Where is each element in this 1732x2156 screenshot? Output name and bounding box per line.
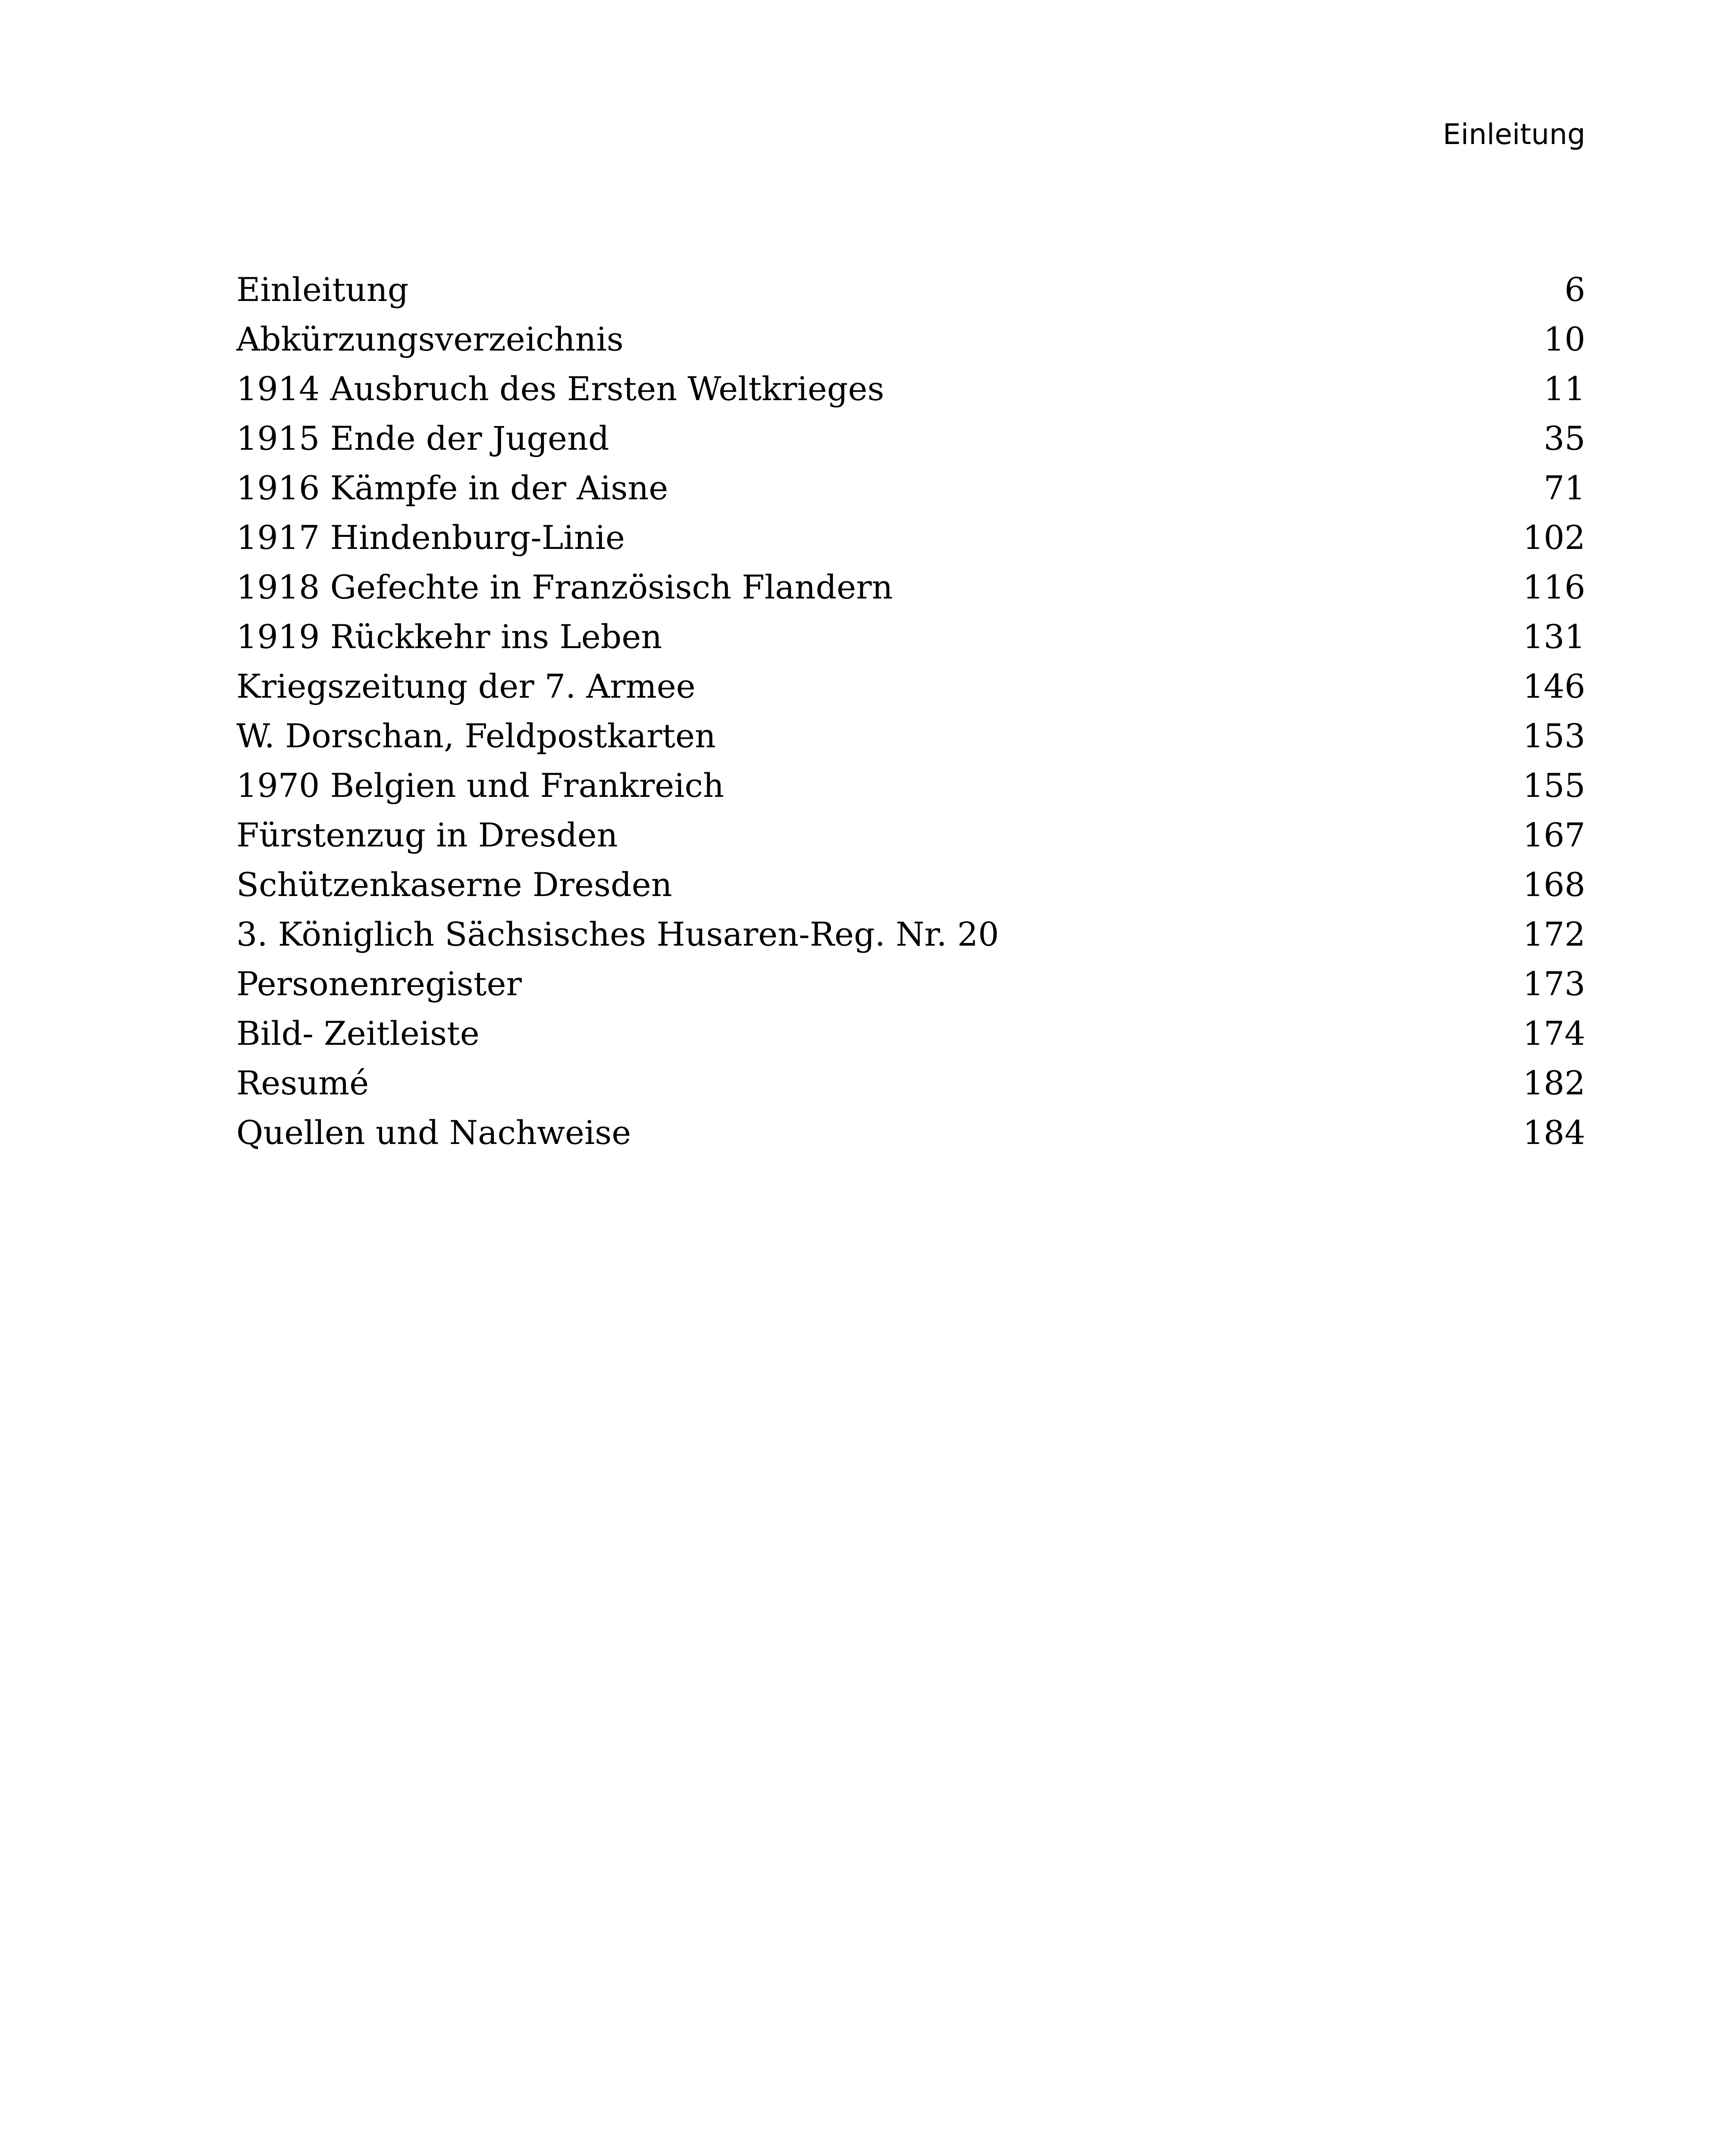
toc-entry-page: 173 — [1522, 965, 1585, 1003]
toc-entry-title: 1916 Kämpfe in der Aisne — [236, 469, 668, 507]
toc-entry-page: 155 — [1522, 766, 1585, 805]
toc-entry-title: Abkürzungsverzeichnis — [236, 320, 624, 358]
running-header: Einleitung — [1443, 118, 1585, 151]
toc-entry-title: W. Dorschan, Feldpostkarten — [236, 717, 716, 755]
toc-entry-page: 71 — [1544, 469, 1585, 507]
toc-entry-title: 1918 Gefechte in Französisch Flandern — [236, 568, 893, 606]
toc-entry — [236, 661, 1585, 711]
toc-entry — [236, 810, 1585, 860]
toc-entry-title: 1917 Hindenburg-Linie — [236, 518, 625, 557]
toc-entry — [236, 1058, 1585, 1108]
toc-entry-page: 146 — [1522, 667, 1585, 705]
toc-entry-title: 3. Königlich Sächsisches Husaren-Reg. Nr. 20 — [236, 915, 999, 953]
toc-entry-page: 168 — [1522, 865, 1585, 904]
toc-entry-page: 182 — [1522, 1064, 1585, 1102]
toc-entry — [236, 612, 1585, 661]
toc-entry-title: 1919 Rückkehr ins Leben — [236, 617, 662, 656]
toc-entry-page: 167 — [1522, 816, 1585, 854]
toc-entry — [236, 364, 1585, 414]
toc-entry-page: 172 — [1522, 915, 1585, 953]
toc-entry — [236, 959, 1585, 1009]
toc-entry — [236, 761, 1585, 810]
toc-entry — [236, 860, 1585, 909]
toc-entry-page: 153 — [1522, 717, 1585, 755]
toc-entry — [236, 562, 1585, 612]
toc-entry — [236, 1108, 1585, 1157]
toc-entry — [236, 463, 1585, 513]
toc-entry-title: Resumé — [236, 1064, 369, 1102]
toc-entry-page: 35 — [1544, 419, 1585, 458]
toc-entry-page: 10 — [1544, 320, 1585, 358]
toc-entry — [236, 909, 1585, 959]
toc-entry-page: 174 — [1522, 1014, 1585, 1053]
toc-entry-title: Kriegszeitung der 7. Armee — [236, 667, 696, 705]
toc-entry-title: Schützenkaserne Dresden — [236, 865, 672, 904]
toc-entry — [236, 414, 1585, 463]
toc-entry-title: 1914 Ausbruch des Ersten Weltkrieges — [236, 370, 885, 408]
toc-entry-title: Bild- Zeitleiste — [236, 1014, 480, 1053]
toc-entry-page: 131 — [1522, 617, 1585, 656]
toc-entry — [236, 711, 1585, 761]
toc-entry — [236, 1009, 1585, 1058]
toc-entry-title: Quellen und Nachweise — [236, 1113, 631, 1152]
toc-entry-title: Personenregister — [236, 965, 522, 1003]
toc-entry-title: Fürstenzug in Dresden — [236, 816, 618, 854]
toc-entry — [236, 513, 1585, 562]
toc-entry-page: 184 — [1522, 1113, 1585, 1152]
table-of-contents — [236, 265, 1585, 1157]
toc-entry-page: 6 — [1564, 270, 1585, 309]
toc-entry — [236, 265, 1585, 314]
toc-entry-page: 116 — [1522, 568, 1585, 606]
toc-entry-title: Einleitung — [236, 270, 409, 309]
toc-entry-page: 11 — [1544, 370, 1585, 408]
toc-entry — [236, 314, 1585, 364]
toc-entry-page: 102 — [1522, 518, 1585, 557]
toc-entry-title: 1970 Belgien und Frankreich — [236, 766, 724, 805]
toc-entry-title: 1915 Ende der Jugend — [236, 419, 609, 458]
